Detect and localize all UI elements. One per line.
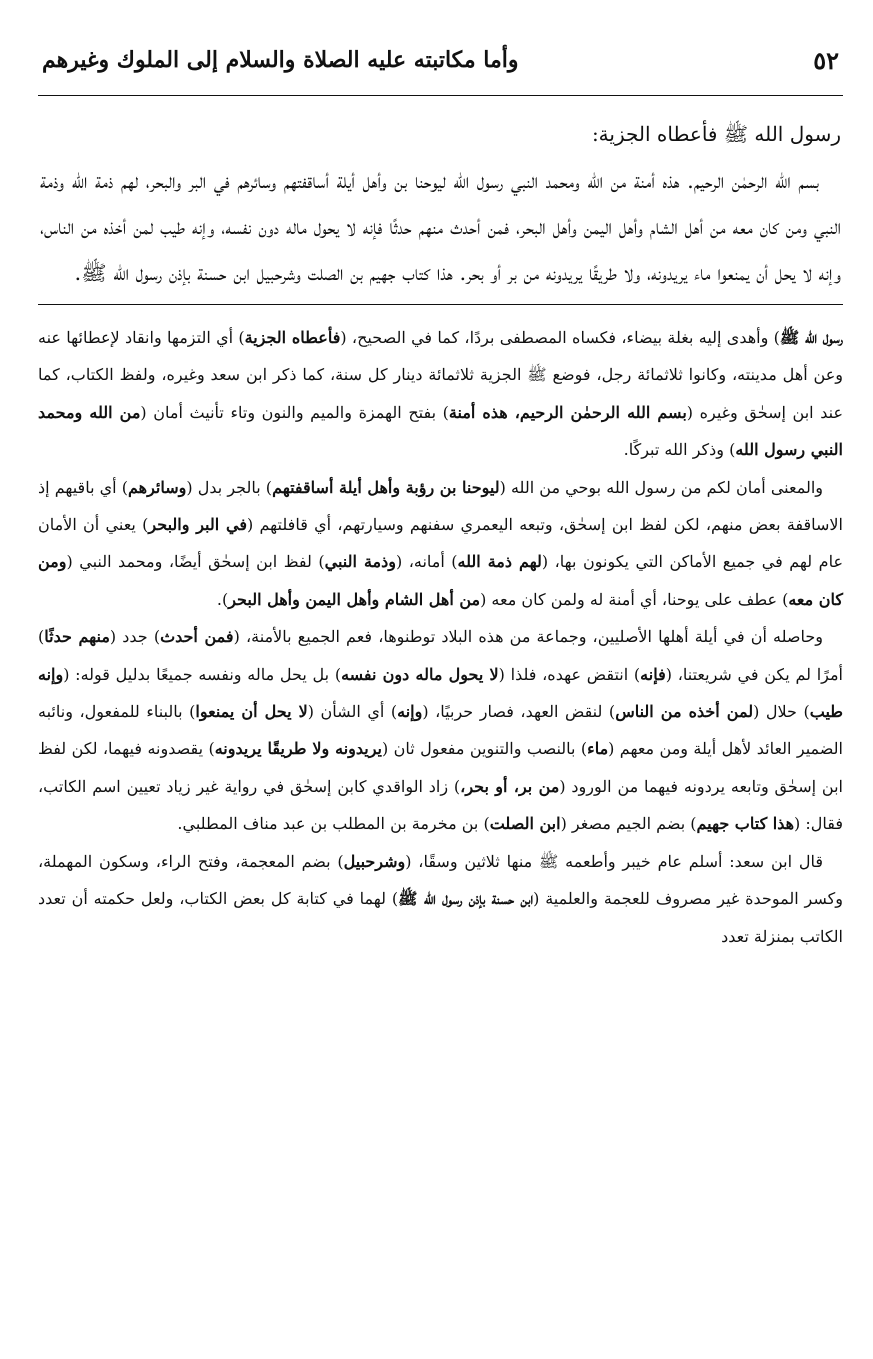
commentary-text: ) يقصدونه فيهما، لكن لفظ ابن إسحٰق وتابعه يردونه فيهما من الورود ( bbox=[38, 739, 844, 796]
commentary-text: ) وذكر الله تبركًا. bbox=[623, 440, 736, 460]
commentary-text: ) انتقض عهده، فلذا ( bbox=[498, 664, 641, 684]
commentary-block bbox=[38, 305, 843, 955]
commentary-text: ). bbox=[216, 589, 229, 609]
page-number: ٥٢ bbox=[813, 46, 839, 75]
commentary-text: ) وأهدى إليه بغلة بيضاء، فكساه المصطفى بردًا، كما في الصحيح، ( bbox=[340, 328, 780, 347]
main-text-intro: رسول الله ﷺ فأعطاه الجزية: bbox=[591, 122, 841, 146]
commentary-paragraph bbox=[38, 618, 843, 842]
quoted-phrase: لا يحول ماله دون نفسه bbox=[341, 664, 499, 684]
commentary-text: والمعنى أمان لكم من رسول الله بوحي من الله ( bbox=[499, 477, 824, 497]
quoted-phrase: وسائرهم bbox=[127, 477, 187, 497]
commentary-text: ) بالنصب والتنوين مفعول ثان ( bbox=[382, 739, 588, 759]
quoted-phrase: لمن أخذه من الناس bbox=[615, 702, 754, 722]
quoted-phrase: وذمة النبي bbox=[324, 552, 396, 572]
commentary-text: ) يعني أن الأمان عام لهم في جميع الأماكن التي يكونون بها، ( bbox=[38, 515, 844, 572]
page-header bbox=[38, 0, 843, 96]
commentary-text: ) عطف على يوحنا، أي أمنة له ولمن كان معه ( bbox=[480, 589, 789, 609]
quoted-phrase: من الله ومحمد النبي رسول الله bbox=[38, 402, 843, 460]
main-text-letter: بسم الله الرحمٰن الرحيم. هذه أمنة من الله ومحمد النبي رسول الله ليوحنا بن وأهل أيلة أساقفتهم وسائرهم في البر والبحر، لهم ذمة الله وذمة النبي ومن كان معه من أهل الشام وأهل اليمن وأهل البحر، فمن أحدث منهم حدثًا فإنه لا يحول ماله دون نفسه، وإنه طيب لمن أخذه من الناس، وإنه لا يحل أن يمنعوا ماء يريدونه، ولا طريقًا يريدونه من بر أو بحر. هذا كتاب جهيم بن الصلت وشرحبيل ابن حسنة بإذن رسول الله ﷺ. bbox=[40, 169, 841, 285]
quoted-phrase: رسول الله ﷺ bbox=[779, 328, 844, 347]
commentary-text: ) زاد الواقدي كابن إسحٰق في رواية غير زياد تعيين اسم الكاتب، فقال: ( bbox=[38, 776, 843, 834]
quoted-phrase: في البر والبحر bbox=[148, 515, 247, 535]
commentary-text: ) أمرًا لم يكن في شريعتنا، ( bbox=[38, 627, 844, 684]
quoted-phrase: من بر، أو بحر، bbox=[460, 776, 560, 796]
commentary-text: ) أمانه، ( bbox=[395, 552, 458, 572]
commentary-text: ) بل يحل ماله ونفسه جميعًا بدليل قوله: ( bbox=[63, 664, 342, 684]
quoted-phrase: لهم ذمة الله bbox=[457, 552, 542, 572]
commentary-text: ) بضم المعجمة، وفتح الراء، وسكون المهملة، وكسر الموحدة غير مصروف للعجمة والعلمية ( bbox=[38, 851, 843, 909]
quoted-phrase: ومن كان معه bbox=[38, 552, 843, 609]
quoted-phrase: فأعطاه الجزية bbox=[244, 328, 341, 347]
quoted-phrase: منهم حدثًا bbox=[44, 627, 110, 647]
commentary-text: ) بالجر بدل ( bbox=[186, 477, 273, 497]
commentary-text: ) أي التزمها وانقاد لإعطائها عنه وعن أهل مدينته، وكانوا ثلاثمائة رجل، فوضع ﷺ الجزية ثلاثمائة دينار كل سنة، كما ذكر ابن سعد وغيره، ولفظ الكتاب، كما عند ابن إسحٰق وغيره ( bbox=[38, 328, 843, 422]
commentary-text: ) لهما في كتابة كل بعض الكتاب، ولعل حكمته أن تعدد الكاتب بمنزلة تعدد bbox=[38, 889, 843, 946]
commentary-text: ) حلال ( bbox=[753, 702, 810, 722]
quoted-phrase: وإنه طيب bbox=[38, 664, 844, 722]
commentary-text: ) أي الشأن ( bbox=[307, 702, 398, 722]
quoted-phrase: لا يحل أن يمنعوا bbox=[195, 702, 308, 722]
quoted-phrase: ابن حسنة بإذن رسول الله ﷺ bbox=[398, 889, 534, 909]
commentary-text: وحاصله أن في أيلة أهلها الأصليين، وجماعة من هذه البلاد توطنوها، فعم الجميع بالأمنة، ( bbox=[233, 627, 823, 647]
quoted-phrase: ابن الصلت bbox=[489, 814, 561, 834]
main-text-block bbox=[38, 96, 843, 305]
commentary-text: ) لفظ ابن إسحٰق أيضًا، ومحمد النبي ( bbox=[66, 552, 325, 572]
commentary-text: ) أي باقيهم إذ الاساقفة بعض منهم، لكن لفظ ابن إسحٰق، وتبعه اليعمري سفنهم وسيارتهم، أي قافلتهم ( bbox=[38, 477, 844, 535]
quoted-phrase: ليوحنا بن رؤبة وأهل أيلة أساقفتهم bbox=[272, 477, 500, 497]
quoted-phrase: وإنه bbox=[397, 702, 423, 722]
commentary-text: ) بالبناء للمفعول، ونائبه الضمير العائد لأهل أيلة ومن معهم ( bbox=[38, 702, 844, 759]
commentary-text: ) جدد ( bbox=[109, 627, 161, 647]
commentary-paragraph bbox=[38, 843, 843, 955]
quoted-phrase: وشرحبيل bbox=[343, 851, 406, 871]
running-title: وأما مكاتبته عليه الصلاة والسلام إلى الملوك وغيرهم bbox=[42, 47, 519, 73]
quoted-phrase: ماء bbox=[587, 739, 609, 759]
commentary-text: ) بفتح الهمزة والميم والنون وتاء تأنيث أمان ( bbox=[140, 402, 449, 422]
commentary-text: ) بن مخرمة بن المطلب بن عبد مناف المطلبي. bbox=[177, 814, 490, 834]
quoted-phrase: فإنه bbox=[640, 664, 666, 684]
quoted-phrase: من أهل الشام وأهل اليمن وأهل البحر bbox=[228, 589, 481, 609]
commentary-paragraph bbox=[38, 469, 843, 619]
commentary-paragraph bbox=[38, 319, 843, 469]
quoted-phrase: فمن أحدث bbox=[160, 627, 234, 647]
commentary-text: ) لنقض العهد، فصار حربيًا، ( bbox=[422, 702, 616, 722]
commentary-text: قال ابن سعد: أسلم عام خيبر وأطعمه ﷺ منها ثلاثين وسقًا، ( bbox=[405, 851, 824, 871]
quoted-phrase: هذا كتاب جهيم bbox=[696, 814, 795, 834]
quoted-phrase: يريدونه ولا طريقًا يريدونه bbox=[214, 739, 383, 759]
commentary-text: ) بضم الجيم مصغر ( bbox=[560, 814, 697, 834]
quoted-phrase: بسم الله الرحمٰن الرحيم، هذه أمنة bbox=[448, 402, 687, 422]
